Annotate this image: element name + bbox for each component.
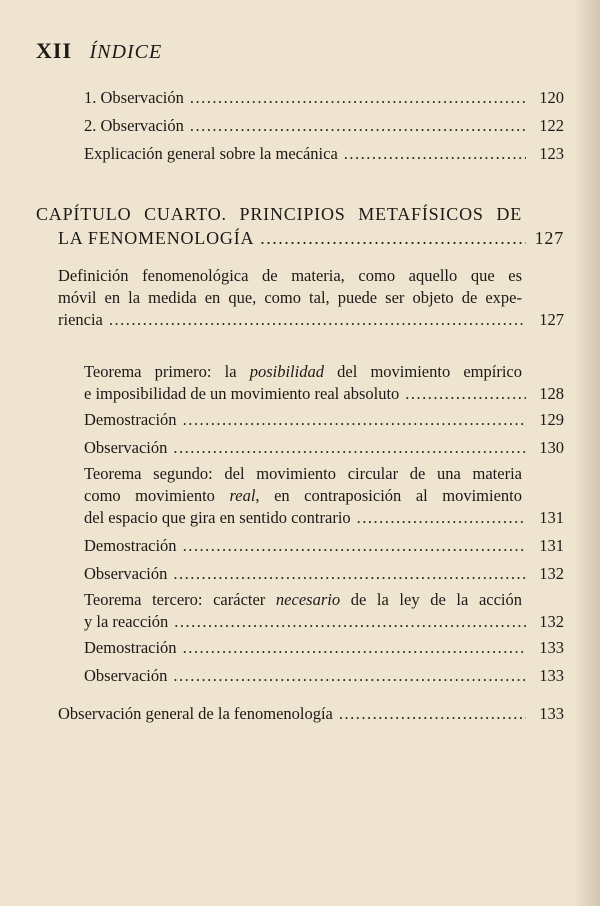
- toc-page-number: 127: [534, 228, 564, 248]
- toc-page-number: 131: [539, 536, 564, 555]
- leader-dots: [339, 704, 526, 724]
- leader-dots: [173, 438, 526, 458]
- theorem1-line1: [84, 362, 522, 382]
- index-title: ÍNDICE: [89, 41, 163, 63]
- toc-page-number: 133: [539, 704, 564, 723]
- page-header: [36, 38, 162, 64]
- toc-page-number: 129: [539, 410, 564, 429]
- leader-dots: [109, 310, 526, 330]
- leader-dots: [174, 612, 526, 632]
- leader-dots: [260, 228, 526, 248]
- toc-entry-text: Demostración: [84, 638, 177, 657]
- toc-entry: [84, 88, 564, 108]
- theorem2-line3: [84, 508, 564, 528]
- leader-dots: [405, 384, 526, 404]
- toc-page-number: 132: [539, 612, 564, 631]
- theorem2-text: como movimiento: [84, 486, 230, 505]
- toc-entry-text: 1. Observación: [84, 88, 184, 107]
- chapter-title-line1: CAPÍTULO CUARTO. PRINCIPIOS METAFÍSICOS DE: [36, 204, 522, 224]
- toc-page-number: 127: [539, 310, 564, 329]
- toc-entry: [84, 116, 564, 136]
- theorem3-text: de la ley de la acción: [340, 590, 522, 609]
- toc-entry: [58, 704, 564, 724]
- toc-page-number: 123: [539, 144, 564, 163]
- toc-page-number: 131: [539, 508, 564, 527]
- definition-line2: móvil en la medida en que, como tal, puede ser objeto de expe-: [58, 288, 522, 307]
- theorem2-emphasis: real: [229, 486, 256, 505]
- toc-entry-text: del espacio que gira en sentido contrario: [84, 508, 351, 527]
- leader-dots: [357, 508, 526, 528]
- leader-dots: [183, 638, 526, 658]
- toc-entry-text: y la reacción: [84, 612, 169, 631]
- theorem3-line1: [84, 590, 522, 610]
- theorem2-text: , en contraposición al movimiento: [255, 486, 522, 505]
- toc-page-number: 133: [539, 666, 564, 685]
- theorem2-line1: Teorema segundo: del movimiento circular de una materia: [84, 464, 522, 483]
- toc-entry: [84, 438, 564, 458]
- toc-page-number: 122: [539, 116, 564, 135]
- toc-entry-text: Observación general de la fenomenología: [58, 704, 333, 723]
- theorem1-text: Teorema primero: la: [84, 362, 250, 381]
- theorem1-emphasis: posibilidad: [249, 362, 324, 381]
- toc-page-number: 133: [539, 638, 564, 657]
- toc-page-number: 130: [539, 438, 564, 457]
- definition-line3: [58, 310, 564, 330]
- toc-page-number: 128: [539, 384, 564, 403]
- toc-entry-text: Observación: [84, 666, 168, 685]
- page-numeral: XII: [36, 38, 73, 63]
- toc-entry-text: e imposibilidad de un movimiento real absoluto: [84, 384, 400, 403]
- toc-page-number: 132: [539, 564, 564, 583]
- leader-dots: [173, 564, 526, 584]
- theorem3-text: Teorema tercero: carácter: [84, 590, 276, 609]
- toc-entry: [84, 564, 564, 584]
- toc-entry-text: Demostración: [84, 536, 177, 555]
- theorem1-text: del movimiento empírico: [323, 362, 523, 381]
- leader-dots: [173, 666, 526, 686]
- leader-dots: [183, 536, 526, 556]
- toc-entry-text: Observación: [84, 564, 168, 583]
- toc-entry-text: Observación: [84, 438, 168, 457]
- chapter-title-text: LA FENOMENOLOGÍA: [58, 228, 255, 248]
- toc-entry: [84, 666, 564, 686]
- toc-entry-text: Demostración: [84, 410, 177, 429]
- toc-page-number: 120: [539, 88, 564, 107]
- toc-entry: [84, 638, 564, 658]
- toc-entry: [84, 144, 564, 164]
- leader-dots: [183, 410, 526, 430]
- definition-line1: Definición fenomenológica de materia, como aquello que es: [58, 266, 522, 285]
- chapter-title-line2: [58, 228, 564, 248]
- theorem1-line2: [84, 384, 564, 404]
- leader-dots: [190, 116, 526, 136]
- leader-dots: [190, 88, 526, 108]
- leader-dots: [344, 144, 526, 164]
- toc-entry: [84, 536, 564, 556]
- toc-entry-text: Explicación general sobre la mecánica: [84, 144, 338, 163]
- theorem2-line2: [84, 486, 522, 506]
- toc-entry: [84, 410, 564, 430]
- toc-entry-text: 2. Observación: [84, 116, 184, 135]
- toc-entry-text: riencia: [58, 310, 103, 329]
- theorem3-line2: [84, 612, 564, 632]
- theorem3-emphasis: necesario: [275, 590, 341, 609]
